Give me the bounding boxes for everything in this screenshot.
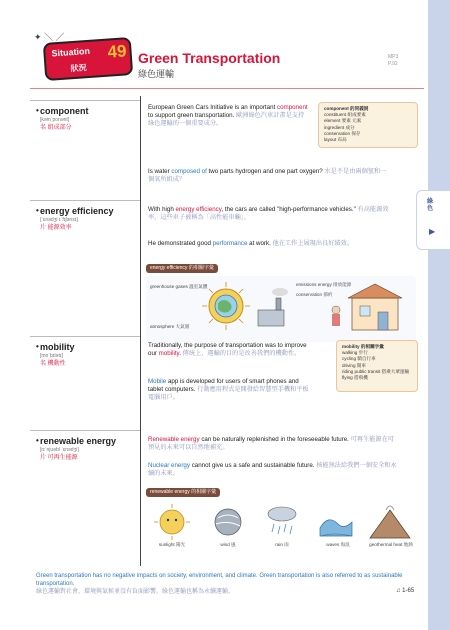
word-zh: 名 組成部分 — [40, 125, 72, 131]
bullet-icon: • — [36, 342, 39, 351]
word-en: mobility — [40, 342, 75, 352]
example-sentence: He demonstrated good performance at work. 他在工作上展現出良好績效。 — [148, 240, 353, 247]
svg-text:conservation 節約: conservation 節約 — [296, 292, 333, 297]
svg-text:emissions energy 排放能源: emissions energy 排放能源 — [296, 282, 352, 287]
source-caption: sunlight 陽光 — [158, 542, 186, 547]
waves-icon — [320, 520, 352, 536]
bullet-icon: • — [36, 206, 39, 215]
rain-icon — [268, 507, 296, 534]
page-title: Green Transportation — [138, 50, 281, 66]
word-zh: 片 可再生能源 — [40, 455, 78, 461]
related-words-tag: energy efficiency 的相關字彙 — [146, 264, 218, 273]
related-words-box: mobility 的相關字彙 walking 步行 cycling 騎自行車 driving 開車 riding public transit 搭乘大眾運輸 flying 搭飛機 — [336, 340, 418, 392]
entry-divider — [30, 430, 140, 431]
word-phonetic: [rɪˈnjuəbl ˈɛnədʒi] — [40, 447, 79, 453]
footnote-en: Green transportation has no negative impacts on society, environment, and climate. Green transportation is also referred to as sustainable transportation. — [36, 573, 403, 587]
column-divider — [140, 96, 141, 566]
source-caption: wind 風 — [220, 542, 236, 547]
synonym-box-title: component 的同義詞 — [324, 106, 369, 111]
source-caption: rain 雨 — [275, 542, 289, 547]
entry-divider — [30, 200, 140, 201]
bullet-icon: • — [36, 106, 39, 115]
word-en: renewable energy — [40, 436, 117, 446]
vocab-word — [40, 342, 75, 368]
entry-divider — [30, 336, 140, 337]
svg-text:atmosphere 大氣層: atmosphere 大氣層 — [150, 324, 190, 329]
word-en: energy efficiency — [40, 206, 114, 216]
example-sentence: European Green Cars Initiative is an important component to support green transportation. 歐洲綠色汽車計畫是支持綠色運輸的一個重要成分。 — [148, 104, 308, 128]
word-phonetic: [moˈbɪlətɪ] — [40, 353, 64, 359]
vocab-word — [40, 106, 89, 132]
situation-zh: 狀況 — [70, 63, 87, 74]
entry-divider — [30, 100, 140, 101]
geothermal-icon — [370, 506, 410, 538]
vocab-word — [40, 206, 130, 232]
example-sentence: Traditionally, the purpose of transportation was to improve our mobility. 傳統上，運輸的目的是改善我們的機動性。 — [148, 342, 307, 358]
person-icon — [332, 306, 340, 326]
word-phonetic: [ˈɛnədʒi ɪˈfɪʃənsɪ] — [40, 217, 78, 223]
svg-text:greenhouse gases 溫室氣體: greenhouse gases 溫室氣體 — [150, 284, 208, 289]
word-en: component — [40, 106, 89, 116]
sparkle-icon: ✦ ＼ ／ — [34, 32, 65, 42]
energy-illustration — [146, 276, 416, 342]
related-box-title: mobility 的相關字彙 — [342, 344, 384, 349]
sun-icon — [154, 504, 190, 540]
example-sentence: Mobile app is developed for users of smart phones and tablet computers. 行動應用程式是開發給智慧型手機和平板電腦用戶。 — [148, 378, 309, 402]
synonym-box: component 的同義詞 constituent 組成要素 element 要素 元素 ingredient 成分 conservation 保存 layout 布局 — [318, 102, 418, 148]
bullet-icon: • — [36, 436, 39, 445]
header-right-notes — [388, 54, 398, 68]
footnote — [36, 572, 416, 596]
page-number: ♫ 1-65 — [396, 588, 415, 594]
word-zh: 名 機動性 — [40, 361, 66, 367]
situation-number: 49 — [106, 41, 128, 62]
sun-globe-icon — [202, 282, 250, 330]
side-tab[interactable] — [416, 190, 450, 250]
header-note-1: MP3 — [388, 54, 399, 60]
example-sentence: Nuclear energy cannot give us a safe and sustainable future. 核能無法給我們一個安全和永續的未來。 — [148, 462, 397, 478]
example-sentence: Is water composed of two parts hydrogen and one part oxygen? 水是不是由兩個氫和一個氧所組成？ — [148, 168, 387, 184]
related-words-tag: renewable energy 的相關字彙 — [146, 488, 220, 497]
word-phonetic: [kəmˈponənt] — [40, 117, 70, 123]
word-zh: 片 能源效率 — [40, 225, 72, 231]
situation-badge — [43, 37, 133, 81]
example-sentence: With high energy efficiency, the cars are called "high-performance vehicles." 有高能源效率，這些車子被稱為「高性能車輛」。 — [148, 206, 389, 222]
header-note-2: P.92 — [388, 61, 398, 67]
header-divider — [30, 88, 424, 89]
page-title-zh: 綠色運輸 — [138, 69, 175, 79]
example-sentence: Renewable energy can be naturally replenished in the foreseeable future. 可再生能源在可預見的未來可以自然地補充。 — [148, 436, 394, 452]
side-stripe — [428, 0, 450, 630]
side-tab-arrow-icon: ▶ — [429, 227, 436, 236]
source-caption: waves 海浪 — [326, 542, 350, 547]
footnote-zh: 綠色運輸對社會、環境與氣候並沒有負面影響。綠色運輸也稱為永續運輸。 — [36, 589, 235, 595]
wind-icon — [215, 509, 241, 535]
source-caption: geothermal heat 地熱 — [369, 542, 413, 547]
vocab-word — [40, 436, 130, 462]
situation-label: Situation — [51, 45, 91, 59]
side-tab-label: 綠色 — [427, 199, 434, 212]
